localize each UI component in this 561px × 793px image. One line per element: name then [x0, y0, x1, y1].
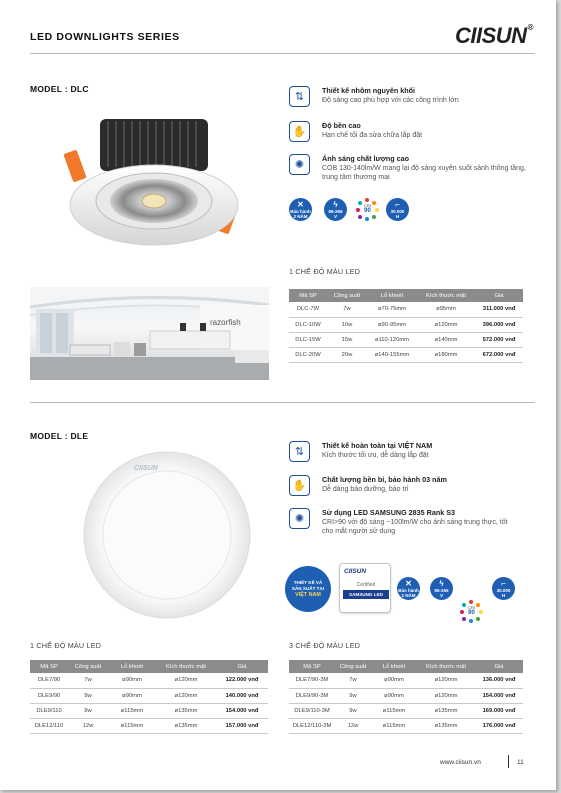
cell: ø115mm: [371, 718, 417, 733]
cri-value: 90: [468, 610, 475, 616]
footer-divider: [508, 755, 509, 768]
column-header: Giá: [475, 289, 523, 302]
dlc-table-label: 1 CHẾ ĐỘ MÀU LED: [289, 267, 361, 276]
feature-desc: CRI>90 với độ sáng ~100lm/W cho ánh sáng trung thực, tốt cho mắt người sử dụng: [322, 519, 508, 535]
column-header: Lỗ khoét: [371, 660, 417, 673]
cell: ø90mm: [371, 673, 417, 688]
model-dle-label: MODEL : DLE: [30, 431, 89, 441]
badge-text: V: [439, 592, 443, 598]
column-header: Công suất: [327, 289, 367, 302]
table-row: [289, 718, 523, 733]
table-row: [289, 317, 523, 332]
badge-text: H: [501, 592, 506, 598]
page-number: 11: [517, 759, 524, 766]
razorfish-sign: razorfish: [210, 318, 241, 327]
cell: DLE9/90-3M: [289, 688, 335, 703]
cell: DLE12/110: [30, 718, 68, 733]
price-cell: 572.000 vnđ: [475, 332, 523, 347]
price-cell: 140.000 vnđ: [216, 688, 268, 703]
column-header: Lỗ khoét: [367, 289, 417, 302]
column-header: Kích thước mặt: [156, 660, 216, 673]
voltage-badge: [324, 198, 347, 221]
table-row: [289, 688, 523, 703]
card-text: Certified: [356, 582, 376, 588]
cell: ø140-155mm: [367, 347, 417, 362]
dlc-feature-1: [289, 86, 519, 118]
cell: DLE7/90-3M: [289, 673, 335, 688]
feature-desc: Hạn chế tối đa sửa chữa lắp đặt: [322, 132, 423, 139]
light-icon: ✺: [289, 508, 310, 529]
column-header: Mã SP: [30, 660, 68, 673]
cell: ø90mm: [108, 688, 156, 703]
cell: 7w: [68, 673, 108, 688]
dlc-product-image: [62, 105, 242, 250]
badge-text: Bảo hành: [398, 587, 419, 593]
cell: ø90mm: [108, 673, 156, 688]
cell: ø90-95mm: [367, 317, 417, 332]
feature-desc: Kích thước tối ưu, dễ dàng lắp đặt: [322, 452, 429, 459]
feature-title: Sử dụng LED SAMSUNG 2835 Rank S3: [322, 508, 456, 517]
dle-feature-2: [289, 475, 519, 507]
samsung-certified-card: [339, 563, 391, 613]
light-icon: ✺: [289, 154, 310, 175]
cell: ø135mm: [417, 703, 475, 718]
cri-badge: [356, 198, 379, 221]
dle-table3-label: 3 CHẾ ĐỘ MÀU LED: [289, 641, 361, 650]
cell: 9w: [68, 703, 108, 718]
cell: ø180mm: [417, 347, 475, 362]
feature-title: Thiết kế hoàn toàn tại VIỆT NAM: [322, 441, 433, 450]
table-row: [289, 347, 523, 362]
lifetime-badge: [492, 577, 515, 600]
badge-text: VIỆT NAM: [295, 592, 321, 598]
cell: DLC-10W: [289, 317, 327, 332]
lightning-icon: ϟ: [439, 578, 444, 588]
badge-text: 85-265: [434, 587, 449, 593]
badge-text: 30.000: [496, 587, 511, 593]
price-cell: 311.000 vnđ: [475, 302, 523, 317]
lifetime-badge: [386, 198, 409, 221]
card-logo: CIISUN: [344, 568, 367, 575]
header-divider: [30, 53, 535, 54]
ruler-icon: ⇅: [289, 441, 310, 462]
dlc-feature-3: [289, 154, 526, 190]
table-row: [30, 688, 268, 703]
cell: 9w: [335, 703, 371, 718]
page-title: LED DOWNLIGHTS SERIES: [30, 31, 180, 43]
cell: DLE7/90: [30, 673, 68, 688]
cell: ø115mm: [108, 718, 156, 733]
wrench-icon: ✕: [297, 199, 304, 209]
feature-title: Độ bền cao: [322, 121, 361, 130]
cell: DLE9/110-3M: [289, 703, 335, 718]
price-cell: 169.000 vnđ: [475, 703, 523, 718]
cell: 15w: [327, 332, 367, 347]
clock-icon: ⌐: [501, 578, 506, 588]
cri-label: CRI: [364, 203, 371, 208]
column-header: Mã SP: [289, 660, 335, 673]
cell: ø135mm: [417, 718, 475, 733]
column-header: Mã SP: [289, 289, 327, 302]
column-header: Lỗ khoét: [108, 660, 156, 673]
cri-badge: [460, 600, 483, 623]
feature-desc: Độ sáng cao phù hợp với các công trình lớn: [322, 97, 459, 104]
cell: ø140mm: [417, 332, 475, 347]
cell: 12w: [335, 718, 371, 733]
badge-text: 2 NĂM: [401, 592, 416, 598]
footer-website-link[interactable]: www.ciisun.vn: [440, 759, 481, 766]
column-header: Giá: [216, 660, 268, 673]
cell: ø115mm: [108, 703, 156, 718]
cell: ø120mm: [417, 317, 475, 332]
registered-mark: ®: [527, 23, 533, 32]
cell: DLE9/110: [30, 703, 68, 718]
table-row: [30, 673, 268, 688]
badge-text: THIẾT KẾ VÀ: [293, 580, 323, 585]
cell: DLE9/90: [30, 688, 68, 703]
table-row: [289, 673, 523, 688]
feature-title: Chất lượng bền bỉ, bảo hành 03 năm: [322, 475, 447, 484]
price-cell: 672.000 vnđ: [475, 347, 523, 362]
cell: ø115mm: [371, 703, 417, 718]
cell: 12w: [68, 718, 108, 733]
made-in-vietnam-badge: [285, 566, 331, 612]
table-header-row: [289, 289, 523, 302]
feature-title: Thiết kế nhôm nguyên khối: [322, 86, 416, 95]
wrench-icon: ✕: [405, 578, 412, 588]
cri-value: 90: [364, 208, 371, 214]
cell: DLC-15W: [289, 332, 327, 347]
dlc-price-table: [289, 289, 523, 363]
price-cell: 136.000 vnđ: [475, 673, 523, 688]
feature-desc: COB 130-140lm/W mang lại độ sáng xuyên suốt sảnh thông tầng, trung tâm thương mại: [322, 165, 526, 181]
table-header-row: [289, 660, 523, 673]
warranty-badge: [289, 198, 312, 221]
cell: ø120mm: [156, 673, 216, 688]
cri-label: CRI: [468, 605, 475, 610]
cell: ø120mm: [417, 688, 475, 703]
badge-text: H: [395, 213, 400, 219]
price-cell: 176.000 vnđ: [475, 718, 523, 733]
price-cell: 122.000 vnđ: [216, 673, 268, 688]
cell: 9w: [68, 688, 108, 703]
dle-table1-label: 1 CHẾ ĐỘ MÀU LED: [30, 641, 102, 650]
section-divider: [30, 402, 535, 403]
badge-text: 30.000: [390, 208, 405, 214]
cell: ø135mm: [156, 718, 216, 733]
tools-icon: ✋: [289, 121, 310, 142]
feature-desc: Dễ dàng bảo dưỡng, bảo trì: [322, 486, 409, 493]
cell: ø95mm: [417, 302, 475, 317]
badge-text: Bảo hành: [290, 208, 311, 214]
brand-logo-text: CIISUN: [455, 23, 527, 48]
column-header: Kích thước mặt: [417, 289, 475, 302]
dle-feature-3: [289, 508, 519, 544]
table-row: [30, 718, 268, 733]
cell: 7w: [327, 302, 367, 317]
brand-logo: [455, 23, 533, 49]
price-cell: 157.000 vnđ: [216, 718, 268, 733]
price-cell: 396.000 vnđ: [475, 317, 523, 332]
feature-title: Ánh sáng chất lượng cao: [322, 154, 409, 163]
dlc-feature-2: [289, 121, 519, 153]
cell: ø135mm: [156, 703, 216, 718]
cell: DLC-7W: [289, 302, 327, 317]
lightning-icon: ϟ: [333, 199, 338, 209]
cell: 10w: [327, 317, 367, 332]
cell: 9w: [335, 688, 371, 703]
tools-icon: ✋: [289, 475, 310, 496]
badge-text: V: [333, 213, 337, 219]
table-row: [289, 332, 523, 347]
cell: ø120mm: [417, 673, 475, 688]
dle-price-table-3-mode: [289, 660, 523, 734]
clock-icon: ⌐: [395, 199, 400, 209]
dle-product-image: [82, 450, 252, 620]
office-photo: [30, 287, 269, 380]
table-row: [289, 703, 523, 718]
column-header: Giá: [475, 660, 523, 673]
dle-feature-1: [289, 441, 519, 473]
dle-product-logo: CIISUN: [134, 465, 158, 472]
table-row: [30, 703, 268, 718]
price-cell: 154.000 vnđ: [216, 703, 268, 718]
cell: ø120mm: [156, 688, 216, 703]
badge-text: 85-265: [328, 208, 343, 214]
price-cell: 154.000 vnđ: [475, 688, 523, 703]
cell: DLE12/110-3M: [289, 718, 335, 733]
warranty-badge: [397, 577, 420, 600]
ruler-icon: ⇅: [289, 86, 310, 107]
cell: ø90mm: [371, 688, 417, 703]
office-scene: [30, 287, 269, 380]
badge-text: SẢN XUẤT TẠI: [291, 586, 325, 591]
cell: ø70-75mm: [367, 302, 417, 317]
cell: ø110-120mm: [367, 332, 417, 347]
table-header-row: [30, 660, 268, 673]
table-row: [289, 302, 523, 317]
column-header: Công suất: [68, 660, 108, 673]
cell: 7w: [335, 673, 371, 688]
column-header: Công suất: [335, 660, 371, 673]
voltage-badge: [430, 577, 453, 600]
column-header: Kích thước mặt: [417, 660, 475, 673]
model-dlc-label: MODEL : DLC: [30, 84, 89, 94]
card-text: SAMSUNG LED: [343, 590, 389, 599]
badge-text: 2 NĂM: [293, 213, 308, 219]
cell: DLC-20W: [289, 347, 327, 362]
dle-price-table-1-mode: [30, 660, 268, 734]
cell: 20w: [327, 347, 367, 362]
